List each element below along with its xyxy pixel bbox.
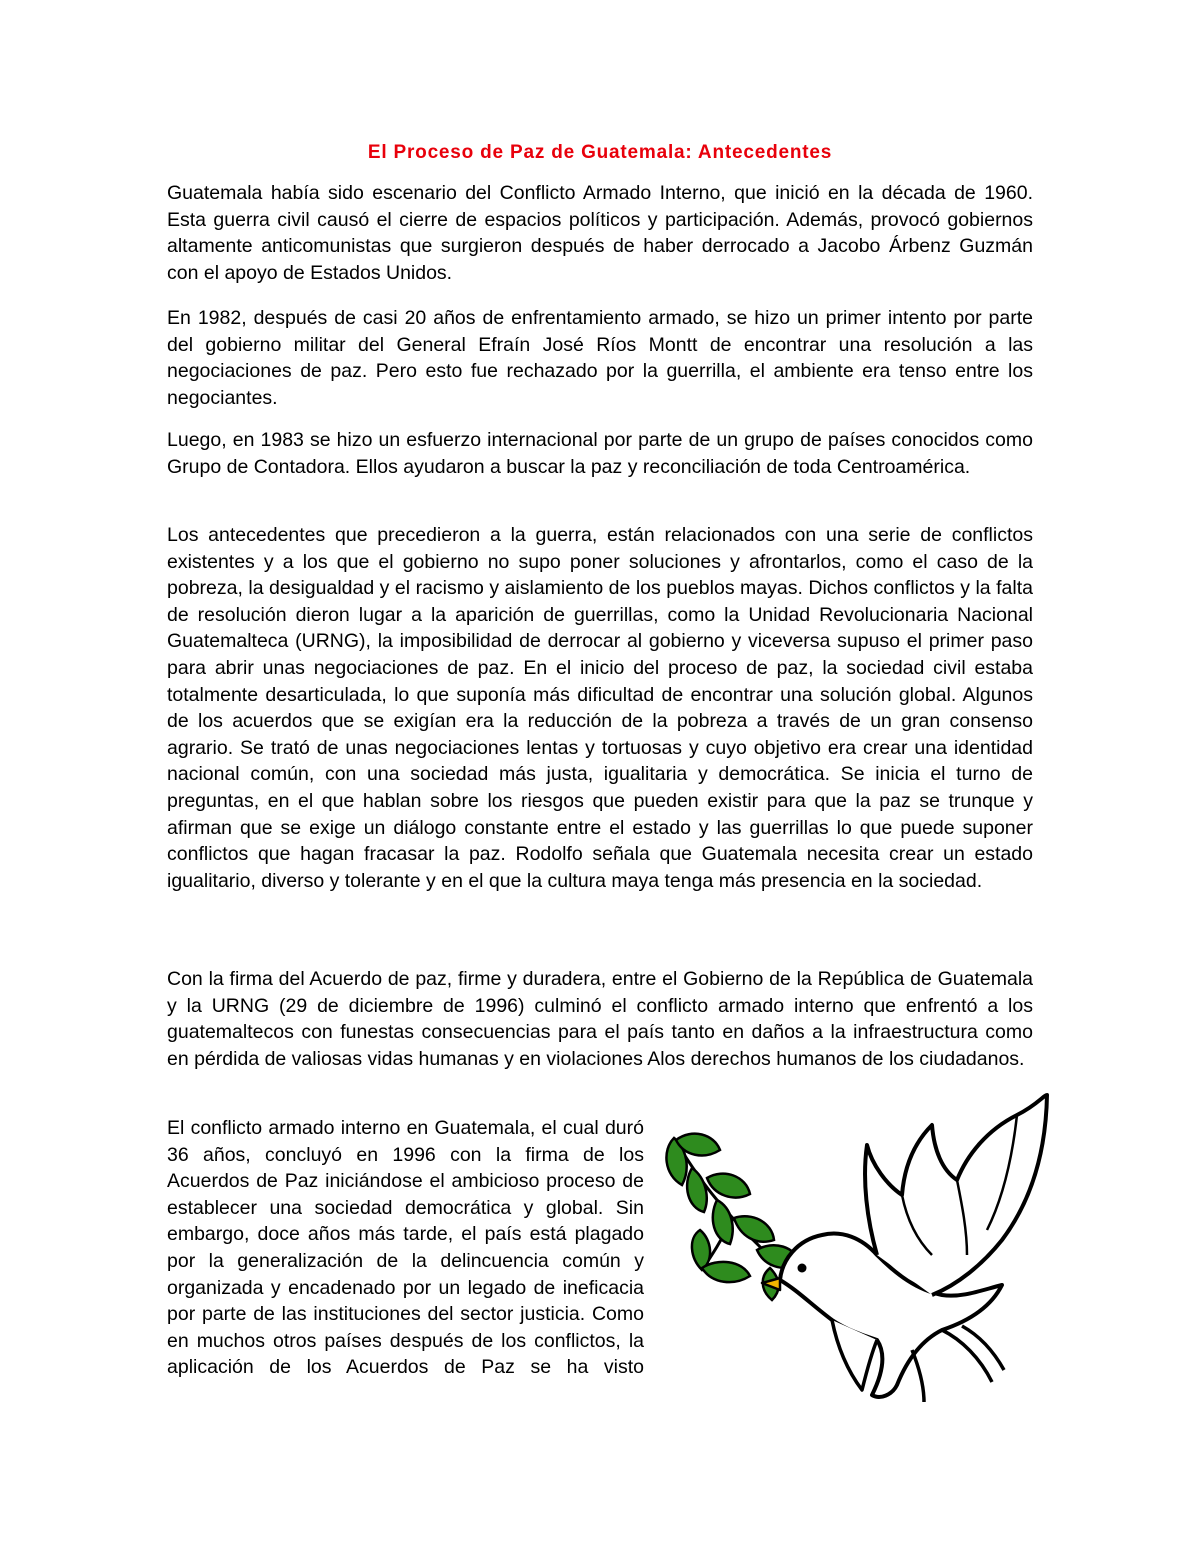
paragraph-2: En 1982, después de casi 20 años de enfrentamiento armado, se hizo un primer intento por parte del gobierno militar del General Efraín José Ríos Montt de encontrar una resolución a las negociaciones de paz. Pero esto fue rechazado por la guerrilla, el ambiente era tenso entre los negociantes. — [167, 307, 1033, 409]
paragraph-5: Con la firma del Acuerdo de paz, firme y duradera, entre el Gobierno de la República de Guatemala y la URNG (29 de diciembre de 1996) culminó el conflicto armado interno que enfrentó a los guatemaltecos con funestas consecuencias para el país tanto en daños a la infraestructura como en pérdida de valiosas vidas humanas y en violaciones Alos derechos humanos de los ciudadanos. — [167, 968, 1033, 1070]
paragraph-6: El conflicto armado interno en Guatemala, el cual duró 36 años, concluyó en 1996 con la firma de los Acuerdos de Paz iniciándose el ambicioso proceso de establecer una sociedad democrática y global. Sin embargo, doce años más tarde, el país está plagado por la generalización de la delincuencia común y organizada y encadenado por un legado de ineficacia por parte de las instituciones del sector justicia. Como en muchos otros países después de los conflictos, la aplicación de los Acuerdos de Paz se ha visto — [167, 1117, 644, 1379]
paragraph-4: Los antecedentes que precedieron a la guerra, están relacionados con una serie de conflictos existentes y a los que el gobierno no supo poner soluciones y afrontarlos, como el caso de la pobreza, la desigualdad y el racismo y aislamiento de los pueblos mayas. Dichos conflictos y la falta de resolución dieron lugar a la aparición de guerrillas, como la Unidad Revolucionaria Nacional Guatemalteca (URNG), la imposibilidad de derrocar al gobierno y viceversa supuso el primer paso para abrir unas negociaciones de paz. En el inicio del proceso de paz, la sociedad civil estaba totalmente desarticulada, lo que suponía más dificultad de encontrar una solución global. Algunos de los acuerdos que se exigían era la reducción de la pobreza a través de un gran consenso agrario. Se trató de unas negociaciones lentas y tortuosas y cuyo objetivo era crear una identidad nacional común, con una sociedad más justa, igualitaria y democrática. Se inicia el turno de preguntas, en el que hablan sobre los riesgos que pueden existir para que la paz se trunque y afirman que se exige un diálogo constante entre el estado y las guerrillas lo que puede suponer conflictos que hagan fracasar la paz. Rodolfo señala que Guatemala necesita crear un estado igualitario, diverso y tolerante y en el que la cultura maya tenga más presencia en la sociedad. — [167, 524, 1033, 892]
paragraph-3: Luego, en 1983 se hizo un esfuerzo internacional por parte de un grupo de países conocidos como Grupo de Contadora. Ellos ayudaron a buscar la paz y reconciliación de toda Centroamérica. — [167, 429, 1033, 478]
peace-dove-icon — [662, 1090, 1054, 1408]
page-title: El Proceso de Paz de Guatemala: Antecedentes — [367, 142, 833, 163]
paragraph-1: Guatemala había sido escenario del Conflicto Armado Interno, que inició en la década de 1960. Esta guerra civil causó el cierre de espacios políticos y participación. Además, provocó gobiernos altamente anticomunistas que surgieron después de haber derrocado a Jacobo Árbenz Guzmán con el apoyo de Estados Unidos. — [167, 182, 1033, 284]
